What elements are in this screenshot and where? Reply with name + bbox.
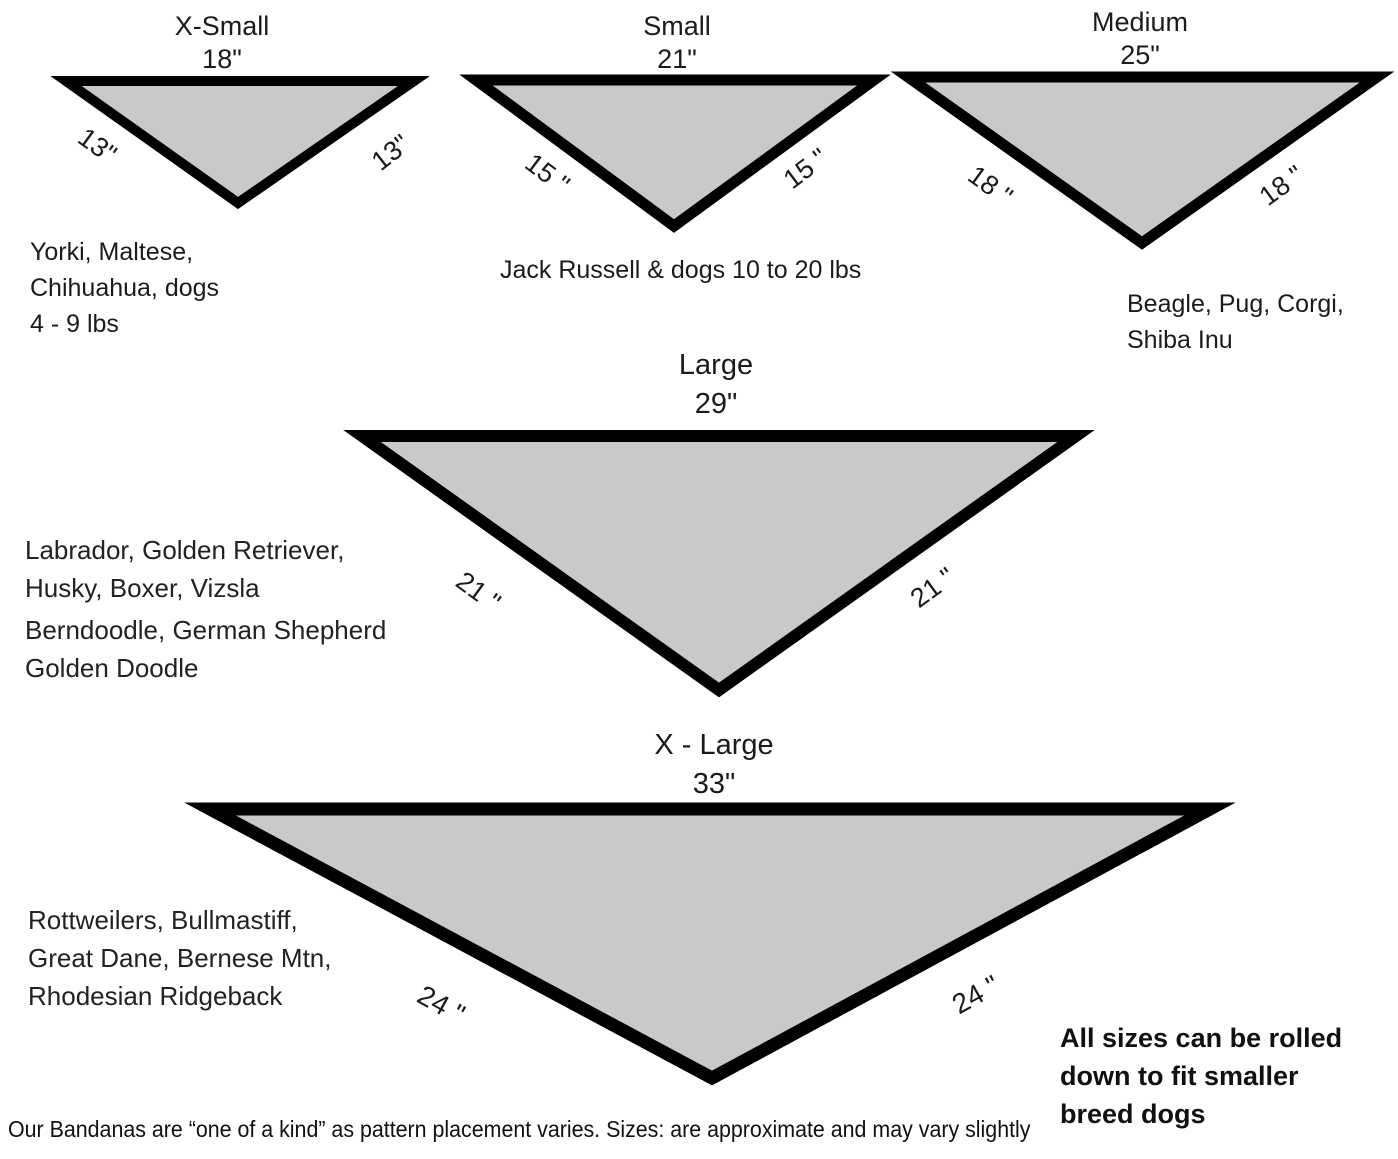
breeds-large (25, 531, 386, 687)
left-measurement-medium: 18 " (962, 159, 1019, 212)
size-name: Medium (1091, 7, 1189, 37)
size-title-x-small (175, 10, 270, 76)
right-measurement-small: 15 " (777, 142, 834, 195)
right-measurement-medium: 18 " (1253, 159, 1310, 212)
breed-line: Labrador, Golden Retriever, (25, 535, 345, 565)
breed-line: Shiba Inu (1127, 326, 1233, 354)
size-name: Large (678, 349, 754, 381)
breed-line: Chihuahua, dogs (30, 274, 220, 302)
breed-line: Rhodesian Ridgeback (28, 981, 283, 1011)
left-measurement-x-small: 13" (72, 121, 123, 170)
size-name: X - Large (654, 729, 774, 761)
size-top-width: 21" (657, 44, 697, 74)
breed-line: Husky, Boxer, Vizsla (25, 573, 260, 603)
breed-line: Golden Doodle (25, 653, 199, 683)
bandana-shape-large (362, 436, 1076, 690)
breed-line: Great Dane, Bernese Mtn, (28, 943, 332, 973)
size-top-width: 18" (202, 44, 242, 74)
rolled-note (1060, 1019, 1342, 1133)
size-title-large (679, 346, 753, 424)
left-measurement-x-large: 24 " (412, 979, 471, 1030)
left-measurement-small: 15 " (519, 147, 576, 200)
rolled-note-line: breed dogs (1060, 1099, 1206, 1129)
left-measurement-large: 21 " (450, 565, 507, 618)
size-name: Small (643, 11, 711, 41)
right-measurement-x-small: 13" (365, 128, 416, 177)
size-top-width: 25" (1120, 40, 1160, 70)
size-top-width: 29" (694, 388, 738, 420)
breeds-x-small (30, 234, 219, 342)
breed-line: Yorki, Maltese, (30, 238, 194, 266)
breed-line: 4 - 9 lbs (30, 310, 119, 338)
breeds-medium (1127, 286, 1344, 358)
size-title-small (643, 10, 711, 76)
rolled-note-line: down to fit smaller (1060, 1061, 1299, 1091)
rolled-note-line: All sizes can be rolled (1060, 1023, 1343, 1053)
breeds-small (500, 252, 861, 288)
breed-line: Beagle, Pug, Corgi, (1127, 290, 1344, 318)
breeds-x-large (28, 901, 331, 1015)
size-top-width: 33" (692, 768, 736, 800)
breed-line: Rottweilers, Bullmastiff, (28, 905, 298, 935)
breed-line: Jack Russell & dogs 10 to 20 lbs (500, 256, 862, 284)
size-title-medium (1092, 6, 1188, 72)
breed-line: Berndoodle, German Shepherd (25, 615, 387, 645)
size-name: X-Small (174, 11, 270, 41)
size-title-x-large (654, 726, 773, 804)
right-measurement-large: 21 " (904, 561, 961, 614)
footer-note: Our Bandanas are “one of a kind” as pattern placement varies. Sizes: are approximate and may vary slightly (8, 1116, 1031, 1142)
right-measurement-x-large: 24 " (946, 969, 1005, 1020)
